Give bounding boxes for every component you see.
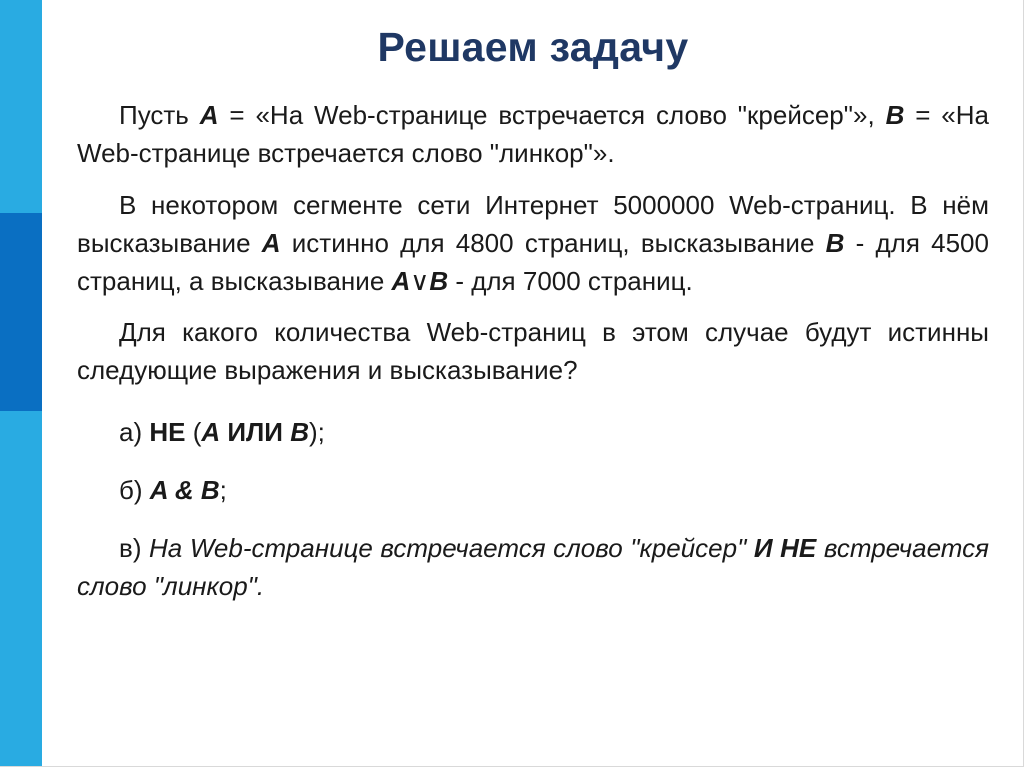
- p2-avb-a-symbol: A: [391, 266, 411, 296]
- item-a-open: (: [185, 417, 202, 447]
- item-a-or: ИЛИ: [220, 417, 291, 447]
- task-item-a: [77, 413, 989, 451]
- p1-text-2: = «На Web-странице встречается слово "крейсер"»,: [218, 100, 886, 130]
- task-item-c: [77, 529, 989, 605]
- paragraph-conditions: [77, 186, 989, 300]
- p2-a-symbol: A: [261, 228, 281, 258]
- item-a-not: НЕ: [149, 417, 186, 447]
- item-a-b-symbol: B: [290, 417, 309, 447]
- task-item-b: [77, 471, 989, 509]
- item-c-and-not: И НЕ: [753, 533, 817, 563]
- item-c-text-2: встречается слово "линкор".: [77, 533, 990, 601]
- p2-text-1: В некотором сегменте сети Интернет 5000000 Web-страниц. В нём высказывание: [77, 190, 989, 258]
- paragraph-question: Для какого количества Web-страниц в этом случае будут истинны следующие выражения и высказывание?: [77, 317, 989, 385]
- item-a-a-symbol: A: [201, 417, 221, 447]
- p2-avb-b-symbol: B: [429, 266, 449, 296]
- p2-or-symbol: ∨: [410, 266, 430, 296]
- statement-a-symbol: A: [199, 100, 219, 130]
- p1-text-3: = «На Web-странице встречается слово "линкор"».: [77, 100, 989, 168]
- item-c-prefix: в): [119, 533, 150, 563]
- p2-text-4: - для 7000 страниц.: [448, 266, 693, 296]
- statement-b-symbol: B: [885, 100, 905, 130]
- item-b-expression: A & B: [149, 475, 220, 505]
- paragraph-definitions: [77, 96, 989, 172]
- item-b-end: ;: [219, 475, 227, 505]
- p2-text-2: истинно для 4800 страниц, высказывание: [280, 228, 826, 258]
- p1-text-1: Пусть: [119, 100, 200, 130]
- p2-b-symbol: B: [825, 228, 845, 258]
- slide-content: [77, 96, 989, 605]
- item-a-prefix: а): [119, 417, 150, 447]
- item-a-close: );: [309, 417, 325, 447]
- item-c-text-1: На Web-странице встречается слово "крейсер": [149, 533, 754, 563]
- item-b-prefix: б): [119, 475, 150, 505]
- slide-title: Решаем задачу: [377, 24, 689, 70]
- p2-text-3: - для 4500 страниц, а высказывание: [77, 228, 989, 296]
